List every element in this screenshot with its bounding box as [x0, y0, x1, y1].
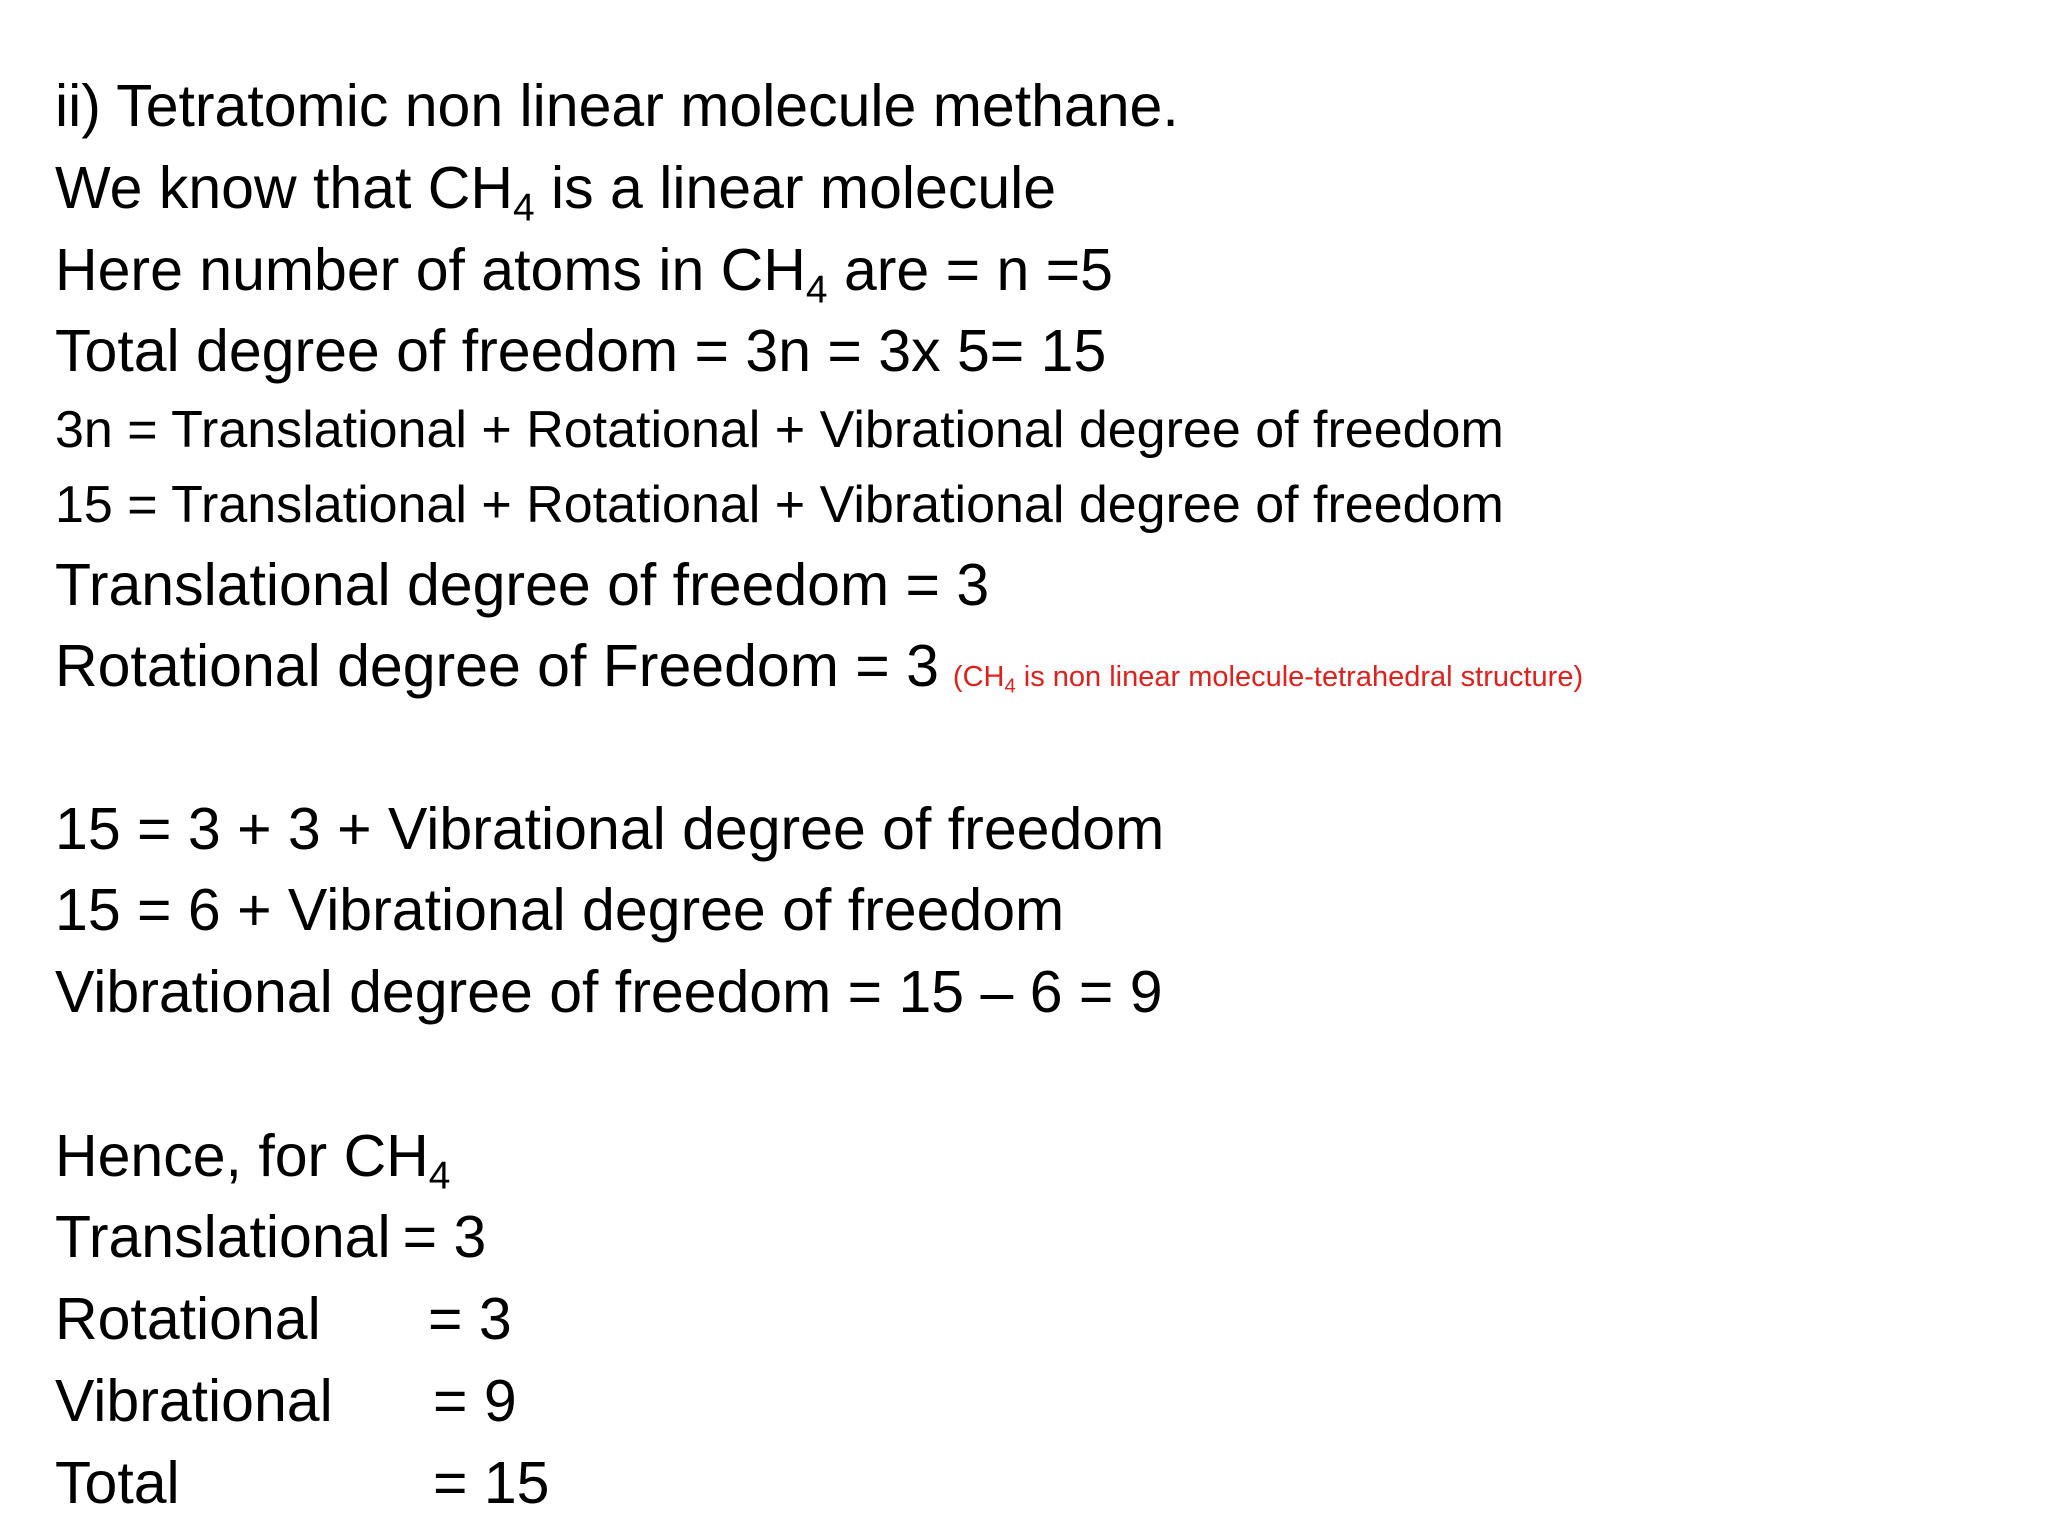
translational-dof-text: Translational degree of freedom = 3: [55, 552, 990, 618]
summary-row-translational: [55, 1204, 487, 1270]
atom-count-pre: Here number of atoms in CH: [55, 237, 806, 303]
summary-row-vibrational: [55, 1368, 517, 1434]
3n-equation-line: [55, 401, 1504, 459]
note-post: is non linear molecule-tetrahedral structure): [1015, 661, 1584, 693]
15-equation-text: 15 = Translational + Rotational + Vibrational degree of freedom: [55, 476, 1504, 534]
summary-value: = 9: [433, 1368, 517, 1434]
total-dof-line: [55, 318, 1107, 384]
simplified-line: [55, 877, 1065, 943]
summary-value: = 3: [402, 1204, 487, 1270]
summary-intro: [55, 1123, 451, 1198]
translational-dof-line: [55, 552, 990, 618]
total-dof-text: Total degree of freedom = 3n = 3x 5= 15: [55, 318, 1107, 384]
3n-equation-text: 3n = Translational + Rotational + Vibrational degree of freedom: [55, 401, 1504, 459]
substitution-text: 15 = 3 + 3 + Vibrational degree of freedom: [55, 796, 1165, 862]
vibrational-result-line: [55, 959, 1163, 1025]
summary-value: = 3: [428, 1286, 512, 1352]
summary-label: Rotational: [55, 1286, 321, 1352]
subscript-4: 4: [1004, 675, 1016, 698]
summary-row-rotational: [55, 1286, 512, 1352]
atom-count-line: [55, 237, 1113, 312]
subscript-4: 4: [428, 1154, 451, 1198]
heading: [55, 73, 1179, 139]
rotational-dof-line: [55, 633, 1584, 699]
note-pre: (CH: [952, 661, 1005, 693]
subscript-4: 4: [512, 186, 535, 230]
subscript-4: 4: [805, 268, 828, 312]
summary-label: Translational: [55, 1204, 391, 1270]
rotational-dof-text: Rotational degree of Freedom = 3: [55, 633, 939, 699]
summary-intro-text: Hence, for CH: [55, 1123, 429, 1189]
linear-statement-post: is a linear molecule: [534, 155, 1057, 221]
15-equation-line: [55, 476, 1504, 534]
heading-text: ii) Tetratomic non linear molecule methane.: [55, 73, 1179, 139]
linear-statement-line: [55, 155, 1057, 230]
substitution-line: [55, 796, 1165, 862]
summary-label: Total: [55, 1450, 180, 1516]
atom-count-post: are = n =5: [827, 237, 1113, 303]
summary-row-total: [55, 1450, 550, 1516]
vibrational-result-text: Vibrational degree of freedom = 15 – 6 = 9: [55, 959, 1163, 1025]
summary-value: = 15: [433, 1450, 550, 1516]
tetrahedral-note: [952, 661, 1584, 698]
linear-statement-pre: We know that CH: [55, 155, 513, 221]
summary-label: Vibrational: [55, 1368, 333, 1434]
simplified-text: 15 = 6 + Vibrational degree of freedom: [55, 877, 1065, 943]
